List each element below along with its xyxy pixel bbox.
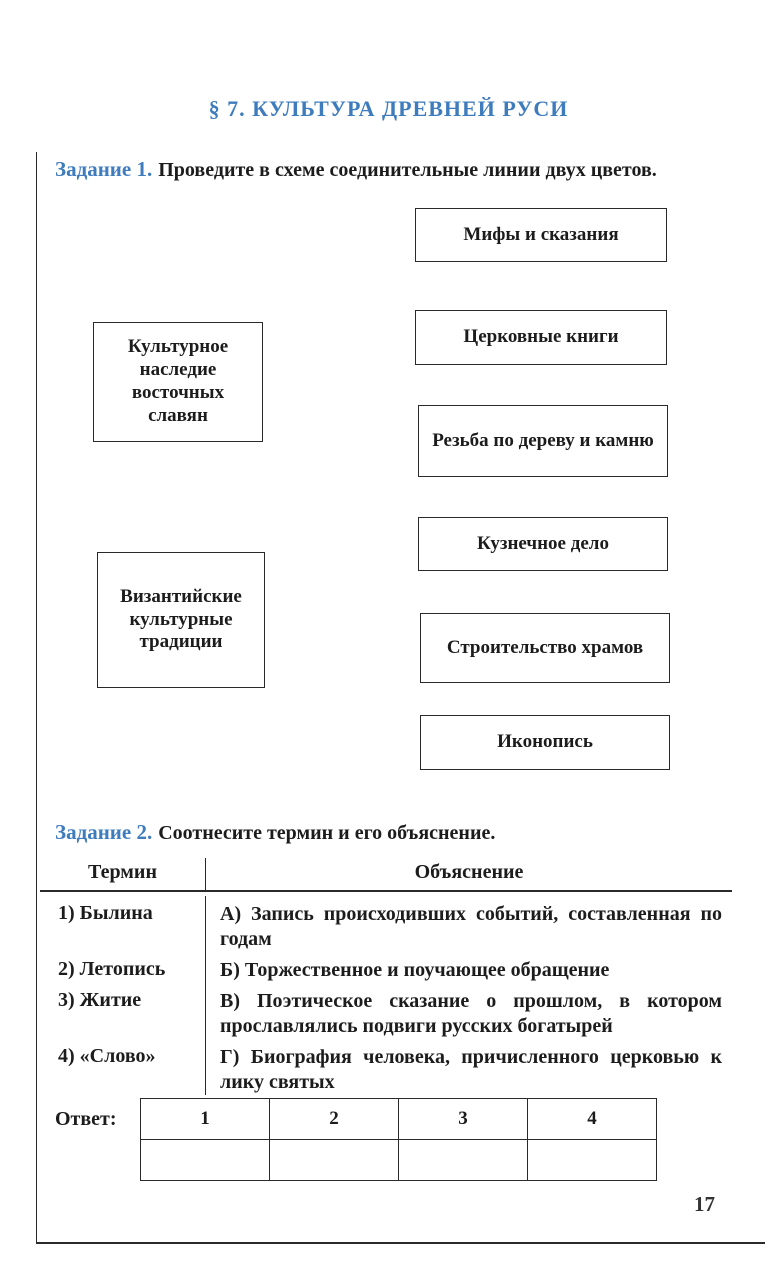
diagram-box-church-books[interactable]: Церковные книги <box>415 310 667 365</box>
explanation-cell: В) Поэтическое сказание о прошлом, в котором прославлялись подвиги русских богатырей <box>205 983 732 1039</box>
term-column-header: Термин <box>88 861 157 883</box>
table-body <box>40 892 732 1095</box>
answer-input-row <box>141 1140 657 1181</box>
table-row <box>40 896 732 952</box>
explanation-column-header: Объяснение <box>205 858 732 890</box>
answer-header-row <box>141 1099 657 1140</box>
answer-cell-3[interactable] <box>399 1140 528 1181</box>
term-explanation-table <box>40 858 732 1095</box>
explanation-cell: Г) Биография человека, причисленного церковью к лику святых <box>205 1039 732 1095</box>
explanation-cell: Б) Торжественное и поучающее обращение <box>205 952 732 983</box>
term-cell: 1) Былина <box>58 902 153 924</box>
table-row <box>40 952 732 983</box>
answer-label: Ответ: <box>55 1108 117 1130</box>
page-number: 17 <box>694 1192 715 1216</box>
answer-table <box>140 1098 657 1181</box>
answer-col-4-header: 4 <box>528 1099 657 1140</box>
answer-cell-4[interactable] <box>528 1140 657 1181</box>
diagram-box-cultural-heritage[interactable]: Культурное наследие восточных славян <box>93 322 263 442</box>
answer-col-3-header: 3 <box>399 1099 528 1140</box>
task1-label: Задание 1. <box>55 157 153 181</box>
task1-intro <box>55 155 727 184</box>
diagram-box-carving[interactable]: Резьба по дереву и камню <box>418 405 668 477</box>
page-left-border <box>36 152 37 1243</box>
page-bottom-border <box>36 1242 765 1244</box>
table-header-row <box>40 858 732 892</box>
task2-intro <box>55 818 735 847</box>
answer-cell-1[interactable] <box>141 1140 270 1181</box>
diagram-box-myths[interactable]: Мифы и сказания <box>415 208 667 262</box>
task2-label: Задание 2. <box>55 820 153 844</box>
answer-col-1-header: 1 <box>141 1099 270 1140</box>
diagram-box-blacksmithing[interactable]: Кузнечное дело <box>418 517 668 571</box>
task1-text: Проведите в схеме соединительные линии двух цветов. <box>158 159 657 181</box>
term-cell: 3) Житие <box>58 989 142 1011</box>
table-row <box>40 1039 732 1095</box>
task2-text: Соотнесите термин и его объяснение. <box>158 822 496 844</box>
answer-cell-2[interactable] <box>270 1140 399 1181</box>
term-cell: 2) Летопись <box>58 958 166 980</box>
diagram-box-iconography[interactable]: Иконопись <box>420 715 670 770</box>
explanation-cell: А) Запись происходивших событий, составленная по годам <box>205 896 732 952</box>
answer-col-2-header: 2 <box>270 1099 399 1140</box>
diagram-box-temple-building[interactable]: Строительство храмов <box>420 613 670 683</box>
diagram-box-byzantine-traditions[interactable]: Византийские культурные традиции <box>97 552 265 688</box>
section-title: § 7. КУЛЬТУРА ДРЕВНЕЙ РУСИ <box>208 96 569 121</box>
term-cell: 4) «Слово» <box>58 1045 156 1067</box>
table-row <box>40 983 732 1039</box>
